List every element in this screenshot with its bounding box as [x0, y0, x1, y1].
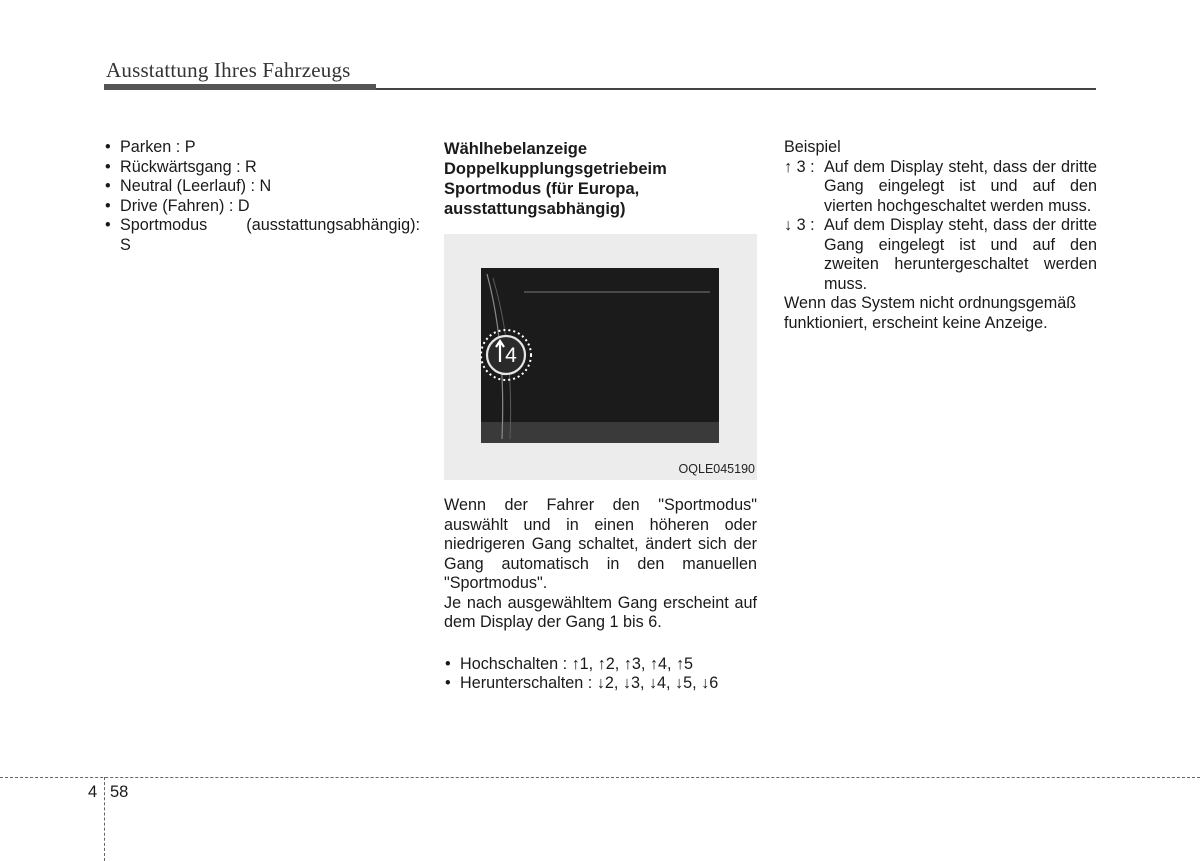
example-downshift-text: Auf dem Display steht, dass der dritte Gang eingelegt ist und auf den zweiten heruntergeschaltet werden muss. — [824, 216, 1097, 293]
example-upshift — [784, 158, 1097, 217]
chapter-number: 4 — [88, 783, 98, 801]
gear-list-item: • Sportmodus (ausstattungsabhängig): — [104, 216, 420, 236]
cluster-display-illustration — [444, 234, 757, 480]
section-heading — [444, 139, 757, 219]
example-upshift-lead: ↑ 3 : — [784, 157, 815, 176]
footer-divider — [104, 777, 105, 861]
shift-list — [444, 655, 757, 694]
section-heading-line: Doppelkupplungsgetriebeim — [444, 160, 667, 178]
column-left — [104, 138, 420, 255]
footer-rule — [0, 777, 1200, 778]
upshift-list-item: • Hochschalten : ↑1, ↑2, ↑3, ↑4, ↑5 — [444, 655, 757, 675]
display-bottom-bar — [481, 422, 719, 443]
column-middle — [444, 139, 757, 219]
column-right — [784, 138, 1097, 333]
malfunction-note: Wenn das System nicht ordnungsgemäß funktioniert, erscheint keine Anzeige. — [784, 294, 1077, 332]
gear-display-paragraph: Je nach ausgewähltem Gang erscheint auf dem Display der Gang 1 bis 6. — [444, 593, 757, 631]
gear-list-item: • Neutral (Leerlauf) : N — [104, 177, 420, 197]
gear-indicator-digit: 4 — [505, 344, 517, 367]
gear-list-item: • Rückwärtsgang : R — [104, 158, 420, 178]
example-label: Beispiel — [784, 138, 841, 156]
gear-list-item: • Parken : P — [104, 138, 420, 158]
page-number: 58 — [110, 783, 129, 801]
gear-list — [104, 138, 420, 236]
section-heading-line: Wählhebelanzeige — [444, 140, 588, 158]
example-downshift — [784, 216, 1097, 294]
page-header-title: Ausstattung Ihres Fahrzeugs — [106, 58, 351, 82]
section-heading-line: ausstattungsabhängig) — [444, 200, 626, 218]
gear-list-item-continuation: S — [120, 235, 131, 254]
sport-mode-paragraph: Wenn der Fahrer den "Sportmodus" auswählt und in einen höheren oder niedrigeren Gang schaltet, ändert sich der Gang automatisch in den manuellen "Sportmodus". — [444, 496, 757, 592]
column-middle-text — [444, 496, 757, 694]
example-downshift-lead: ↓ 3 : — [784, 216, 815, 234]
downshift-list-item: • Herunterschalten : ↓2, ↓3, ↓4, ↓5, ↓6 — [444, 674, 757, 694]
example-upshift-text: Auf dem Display steht, dass der dritte Gang eingelegt ist und auf den vierten hochgeschaltet werden muss. — [824, 157, 1097, 215]
gear-list-item: • Drive (Fahren) : D — [104, 197, 420, 217]
header-rule — [104, 84, 376, 90]
header-rule-thin — [376, 88, 1096, 90]
section-heading-line: Sportmodus (für Europa, — [444, 180, 640, 198]
figure-code: OQLE045190 — [678, 462, 755, 476]
cluster-display-figure — [444, 234, 757, 480]
